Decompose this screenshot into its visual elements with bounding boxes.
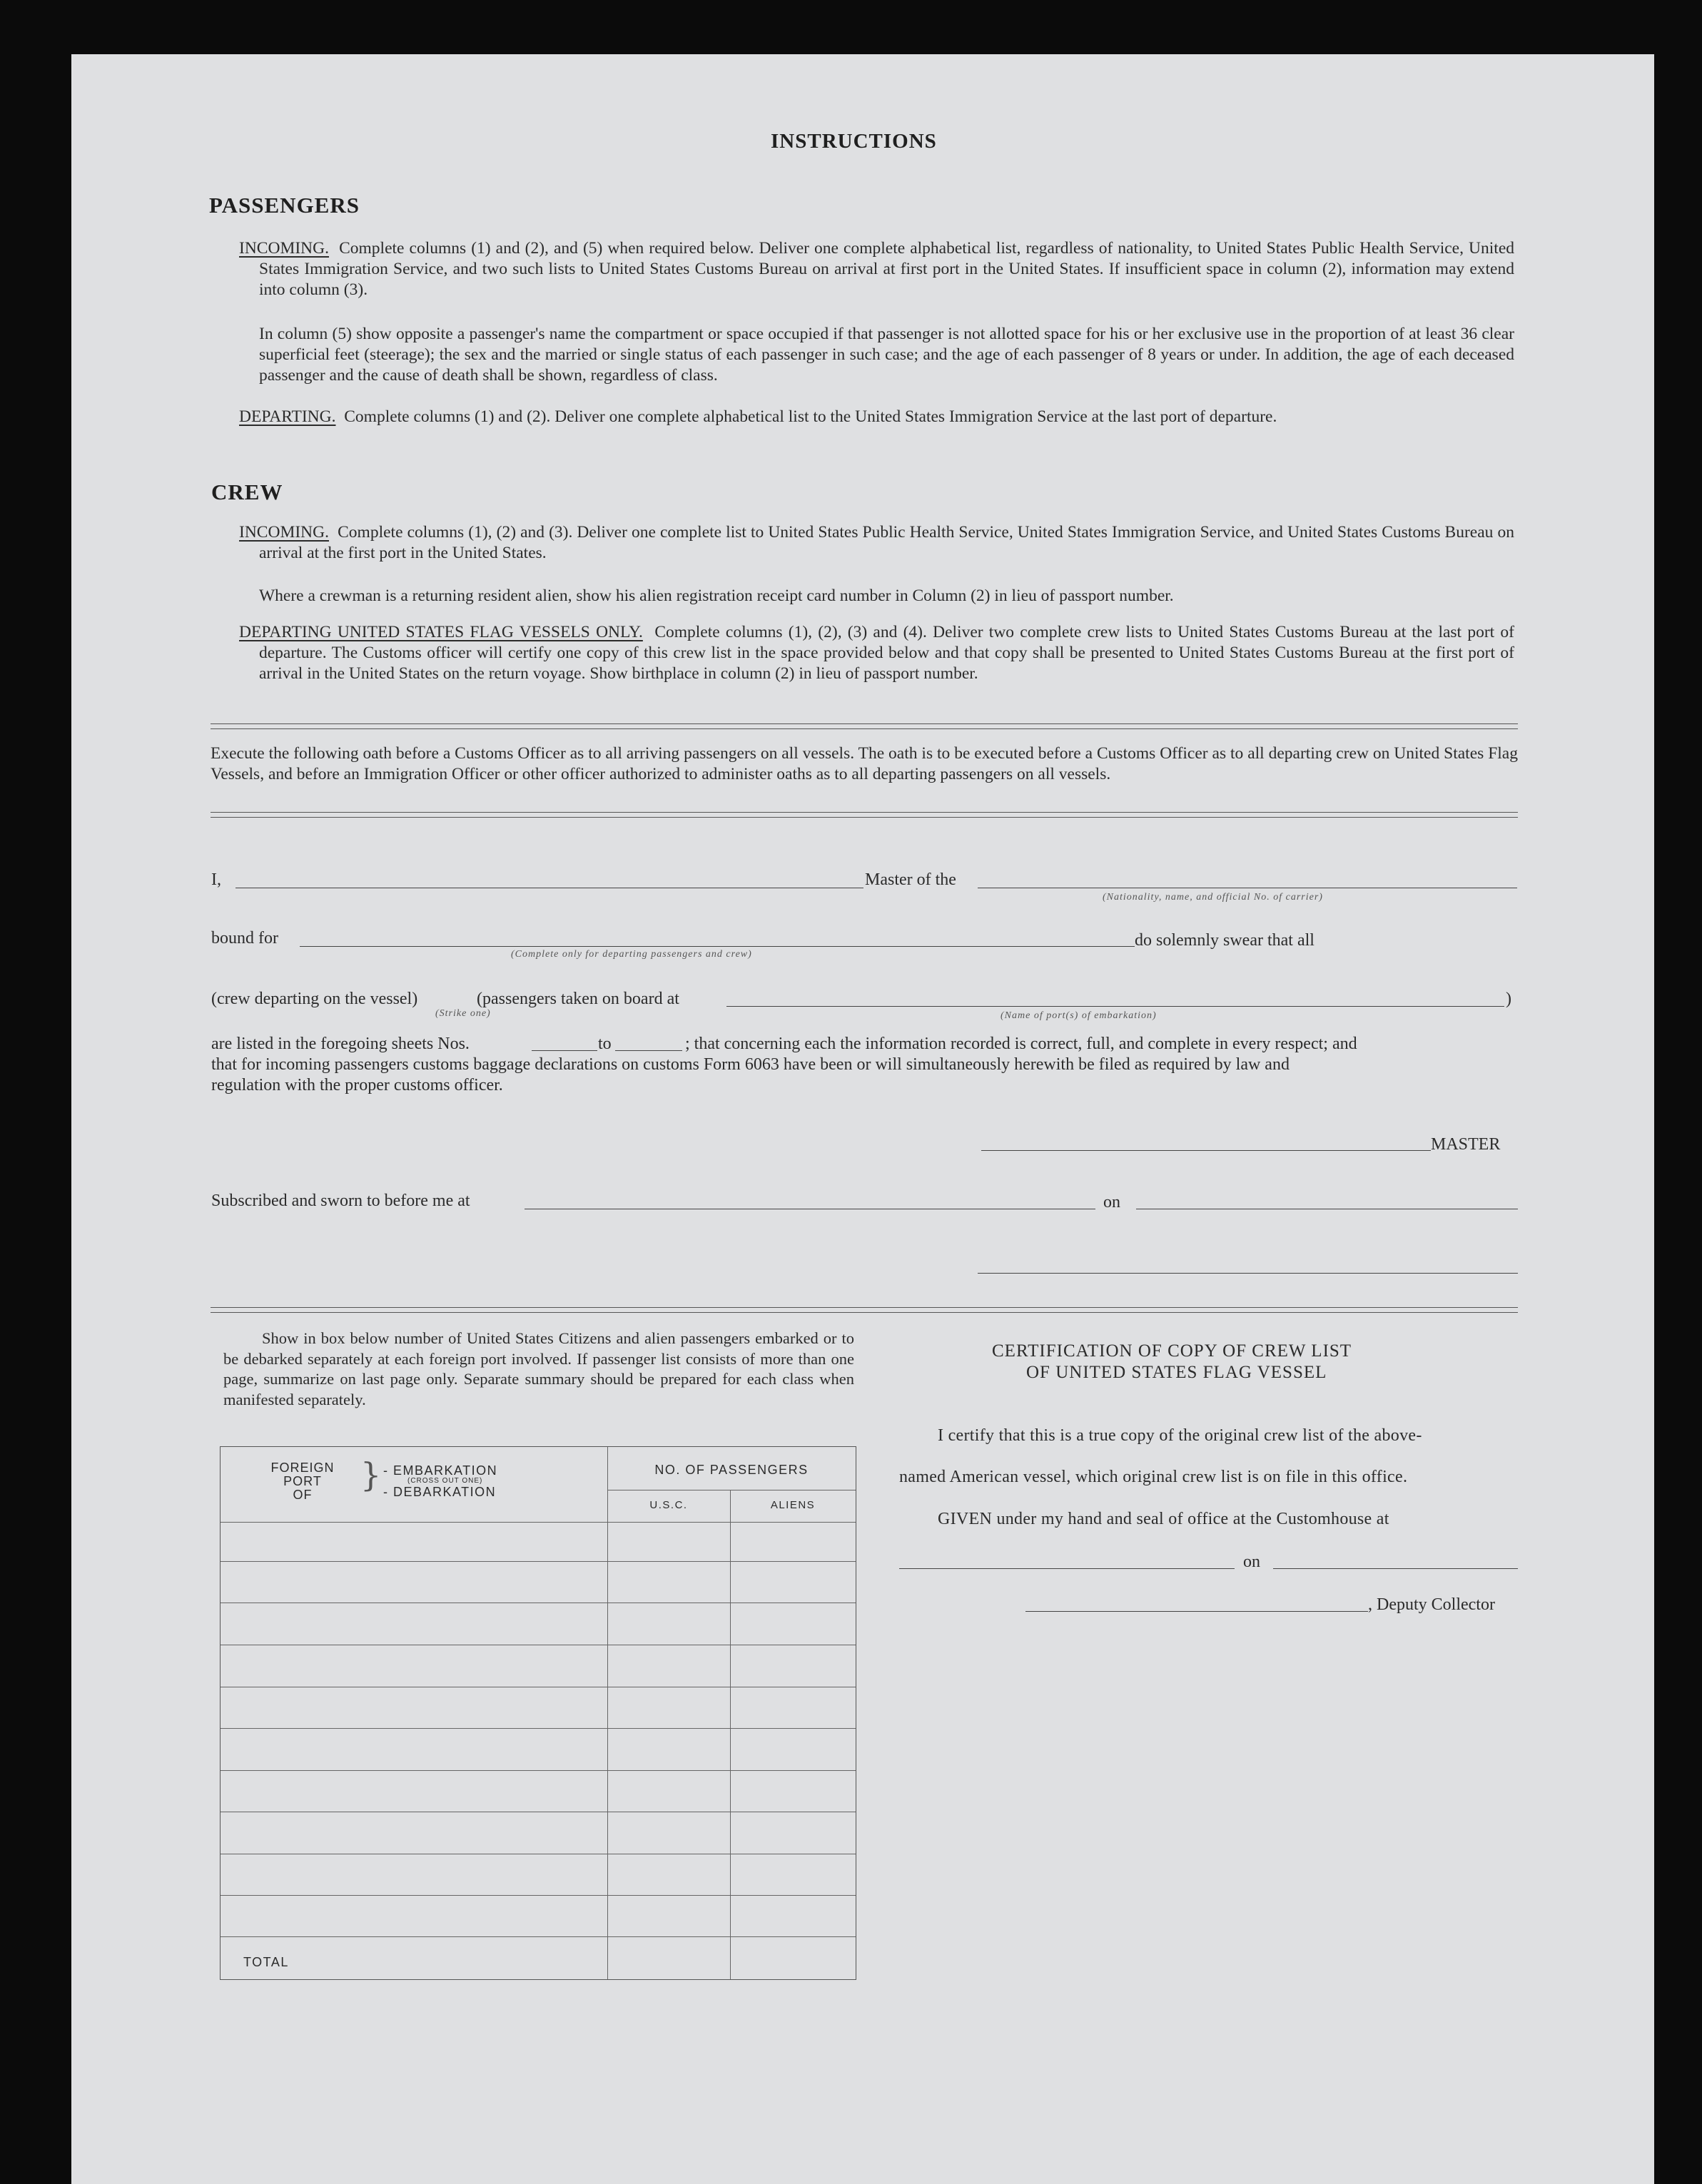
- certification-heading-2: OF UNITED STATES FLAG VESSEL: [1026, 1363, 1327, 1382]
- master-of-the-label: Master of the: [865, 870, 956, 889]
- swear-label: do solemnly swear that all: [1135, 931, 1315, 950]
- sheets-to-label: to: [598, 1035, 612, 1053]
- passengers-column5: In column (5) show opposite a passenger's name the compartment or space occupied if that passenger is not allotted space for his or her exclusive use in the proportion of at least 36 clear superficial feet (steerage); the sex and the married or single status of each passenger in such case; and the age of each passenger of 8 years or under. In addition, the age of each deceased passenger and the cause of death shall be shown, regardless of class.: [259, 325, 1514, 385]
- passengers-incoming-text: Complete columns (1) and (2), and (5) when required below. Deliver one complete alphabetical list, regardless of nationality, to United States Public Health Service, United States Immigration Service, and two such lists to United States Customs Bureau on arrival at first port in the United States. If insufficient space in column (2), information may extend into column (3).: [259, 239, 1514, 299]
- destination-line[interactable]: [300, 946, 1135, 947]
- crew-departing-text: Complete columns (1), (2), (3) and (4). Deliver two complete crew lists to United States Customs Bureau at the last port of departure. The Customs officer will certify one copy of this crew list in the space provided below and that copy shall be presented to United States Customs Bureau at the first port of arrival in the United States on the return voyage. Show birthplace in column (2) in lieu of passport number.: [259, 623, 1514, 683]
- bound-caption: (Complete only for departing passengers and crew): [511, 949, 752, 960]
- crew-departing-label: DEPARTING UNITED STATES FLAG VESSELS ONLY.: [239, 623, 643, 641]
- embarkation-option[interactable]: - EMBARKATION: [383, 1463, 498, 1478]
- summary-instruction: [223, 1329, 854, 1410]
- divider: [211, 812, 1518, 818]
- divider: [211, 723, 1518, 729]
- crew-resident: Where a crewman is a returning resident alien, show his alien registration receipt card number in Column (2) in lieu of passport number.: [259, 586, 1174, 605]
- embarkation-port-line[interactable]: [726, 1006, 1504, 1007]
- crew-departing-option: (crew departing on the vessel): [211, 990, 418, 1008]
- passengers-heading: PASSENGERS: [209, 193, 360, 218]
- no-passengers-header: NO. OF PASSENGERS: [654, 1463, 809, 1477]
- crew-incoming: [239, 522, 1514, 564]
- cross-out-note: (CROSS OUT ONE): [407, 1477, 483, 1485]
- master-signature-line[interactable]: [981, 1150, 1431, 1151]
- brace-glyph: }: [360, 1456, 382, 1494]
- master-label: MASTER: [1431, 1135, 1501, 1154]
- passengers-incoming: [239, 238, 1514, 300]
- crew-incoming-text: Complete columns (1), (2) and (3). Deliver one complete list to United States Public Health Service, United States Immigration Service, and United States Customs Bureau on arrival at the first port in the United States.: [259, 523, 1514, 562]
- divider: [211, 1307, 1518, 1313]
- cert-on-label: on: [1243, 1553, 1260, 1571]
- regulation-text: regulation with the proper customs officer.: [211, 1076, 503, 1094]
- passengers-incoming-label: INCOMING.: [239, 239, 329, 258]
- sheet-from-line[interactable]: [532, 1050, 597, 1051]
- sheets-suffix: ; that concerning each the information recorded is correct, full, and complete in every respect; and: [685, 1035, 1357, 1053]
- aliens-header: ALIENS: [770, 1499, 816, 1511]
- oath-instruction: Execute the following oath before a Customs Officer as to all arriving passengers on all vessels. The oath is to be executed before a Customs Officer as to all departing crew on United States Flag Vessels, and before an Immigration Officer or other officer authorized to administer oaths as to all departing passengers on all vessels.: [211, 744, 1518, 783]
- sworn-on-label: on: [1103, 1193, 1120, 1212]
- crew-heading: CREW: [211, 479, 283, 504]
- passengers-taken-option: (passengers taken on board at: [477, 990, 679, 1008]
- sheets-prefix: are listed in the foregoing sheets Nos.: [211, 1035, 470, 1053]
- passengers-departing-label: DEPARTING.: [239, 407, 336, 426]
- usc-header: U.S.C.: [649, 1499, 688, 1511]
- strike-one-caption: (Strike one): [435, 1008, 491, 1019]
- bound-for-label: bound for: [211, 929, 278, 948]
- passengers-departing-text: Complete columns (1) and (2). Deliver one complete alphabetical list to the United States Immigration Service at the last port of departure.: [344, 407, 1277, 426]
- foreign-port-header: FOREIGN PORT OF: [270, 1461, 335, 1502]
- carrier-caption: (Nationality, name, and official No. of carrier): [1103, 892, 1323, 903]
- oath-i-label: I,: [211, 870, 221, 889]
- page-title: INSTRUCTIONS: [771, 130, 937, 153]
- passenger-summary-table: [220, 1446, 856, 1980]
- subscribed-label: Subscribed and sworn to before me at: [211, 1192, 470, 1210]
- total-row-label: TOTAL: [243, 1955, 289, 1969]
- close-paren: ): [1506, 990, 1511, 1008]
- certify-line-2: named American vessel, which original crew list is on file in this office.: [899, 1468, 1408, 1486]
- certify-line-1: I certify that this is a true copy of the original crew list of the above-: [938, 1426, 1422, 1445]
- officer-signature-line[interactable]: [978, 1273, 1518, 1274]
- debarkation-option[interactable]: - DEBARKATION: [383, 1485, 497, 1499]
- crew-departing: [239, 622, 1514, 684]
- deputy-collector-label: , Deputy Collector: [1368, 1595, 1495, 1614]
- certification-heading-1: CERTIFICATION OF COPY OF CREW LIST: [992, 1341, 1352, 1361]
- port-caption: (Name of port(s) of embarkation): [1001, 1010, 1157, 1021]
- crew-incoming-label: INCOMING.: [239, 523, 329, 542]
- sheet-to-line[interactable]: [615, 1050, 682, 1051]
- cert-date-line[interactable]: [1273, 1568, 1518, 1569]
- customhouse-line[interactable]: [899, 1568, 1235, 1569]
- baggage-declaration-text: that for incoming passengers customs baggage declarations on customs Form 6063 have been or will simultaneously herewith be filed as required by law and: [211, 1055, 1290, 1074]
- passengers-departing: [239, 407, 1514, 427]
- deputy-signature-line[interactable]: [1025, 1611, 1368, 1612]
- summary-instruction-text: Show in box below number of United States Citizens and alien passengers embarked or to be debarked separately at each foreign port involved. If passenger list consists of more than one page, summarize on last page only. Separate summary should be prepared for each class when manifested separately.: [223, 1329, 854, 1408]
- certify-line-3: GIVEN under my hand and seal of office at the Customhouse at: [938, 1510, 1389, 1528]
